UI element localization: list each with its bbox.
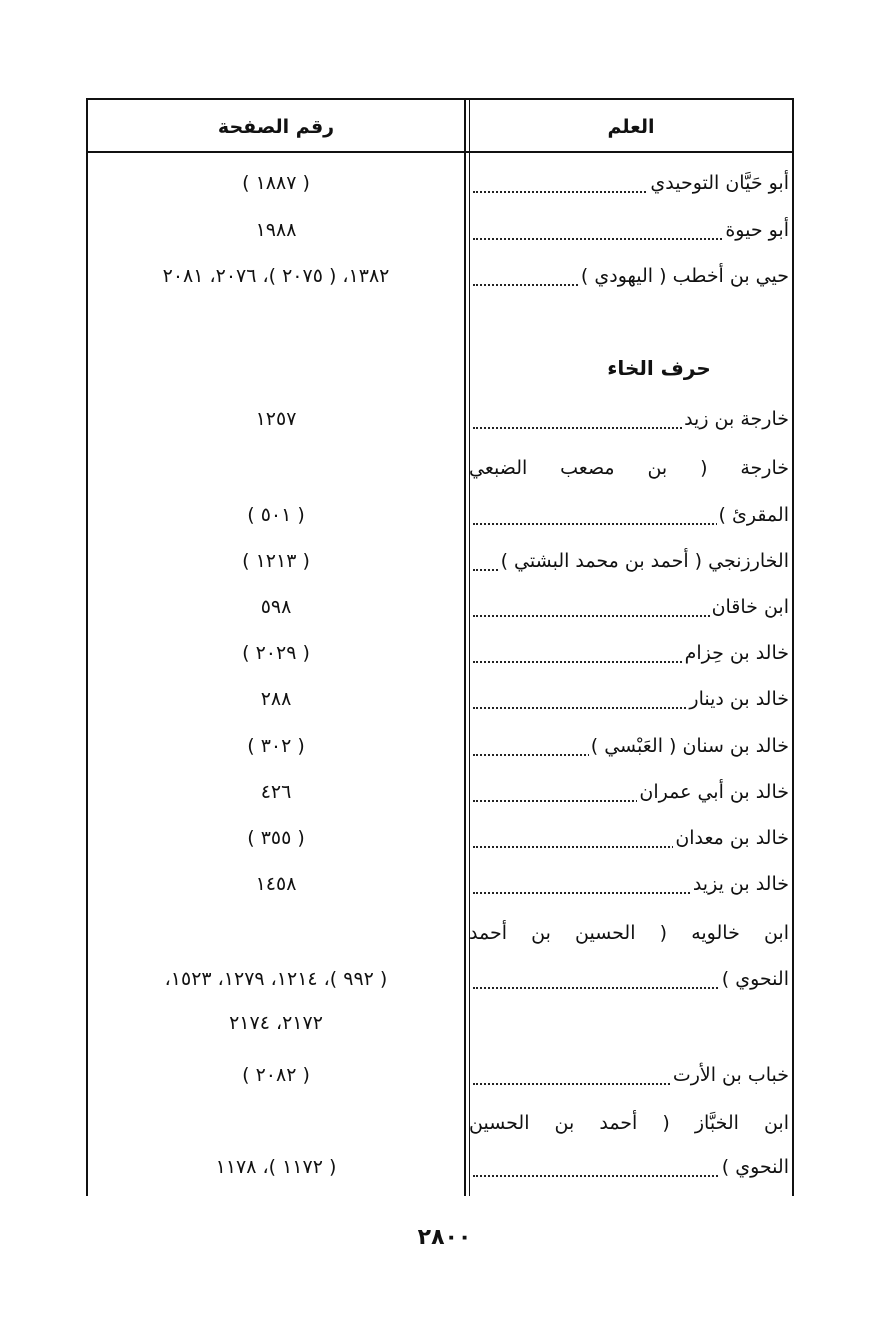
entry-name: ابن خالويه ( الحسين بن أحمد	[469, 922, 789, 944]
entry-name: خباب بن الأرت	[469, 1055, 789, 1095]
entry-name: حيي بن أخطب ( اليهودي )	[469, 256, 789, 296]
entry-pages: ٤٢٦	[260, 781, 292, 803]
entry-pages: ٢١٧٢، ٢١٧٤	[229, 1012, 323, 1034]
entry-name: خالد بن أبي عمران	[469, 772, 789, 812]
entry-name: الخارزنجي ( أحمد بن محمد البشتي )	[469, 541, 789, 581]
entry-name: خالد بن حِزام	[469, 633, 789, 673]
entry-pages: ( ٥٠١ )	[247, 504, 305, 526]
entry-pages: ٥٩٨	[260, 596, 292, 618]
table-row	[0, 448, 889, 488]
table-row	[0, 1147, 889, 1187]
section-heading-row	[0, 348, 889, 388]
header-rule	[86, 151, 794, 153]
entry-pages: ١٤٥٨	[255, 873, 297, 895]
table-row	[0, 163, 889, 203]
entry-name: النحوي )	[469, 959, 789, 999]
table-row	[0, 1003, 889, 1043]
entry-name: خالد بن يزيد	[469, 864, 789, 904]
table-row	[0, 1103, 889, 1143]
table-row	[0, 864, 889, 904]
entry-name: المقرئ )	[469, 495, 789, 535]
entry-pages: ١٢٥٧	[255, 408, 297, 430]
section-heading: حرف الخاء	[607, 356, 711, 380]
table-row	[0, 818, 889, 858]
table-row	[0, 679, 889, 719]
entry-name: خالد بن دينار	[469, 679, 789, 719]
entry-name: ابن خاقان	[469, 587, 789, 627]
table-row	[0, 587, 889, 627]
entry-pages: ( ٢٠٨٢ )	[242, 1064, 310, 1086]
table-row	[0, 772, 889, 812]
entry-pages: ( ٢٠٢٩ )	[242, 642, 310, 664]
entry-pages: ( ٣٥٥ )	[247, 827, 305, 849]
entry-name: أبو حَيَّان التوحيدي	[469, 163, 789, 203]
page-number: ٢٨٠٠	[417, 1225, 472, 1250]
entry-name: خارجة بن زيد	[469, 399, 789, 439]
entry-name: النحوي )	[469, 1147, 789, 1187]
entry-pages: ( ٩٩٢ )، ١٢١٤، ١٢٧٩، ١٥٢٣،	[164, 968, 388, 990]
table-row	[0, 256, 889, 296]
entry-pages: ١٩٨٨	[255, 219, 297, 241]
entry-name: خالد بن سنان ( العَبْسي )	[469, 726, 789, 766]
table-row	[0, 1055, 889, 1095]
table-row	[0, 495, 889, 535]
table-row	[0, 633, 889, 673]
entry-name: خالد بن معدان	[469, 818, 789, 858]
table-row	[0, 913, 889, 953]
entry-name: خارجة ( بن مصعب الضبعي	[469, 457, 789, 479]
entry-name: ابن الخبَّاز ( أحمد بن الحسين	[469, 1112, 789, 1134]
entry-pages: ١٣٨٢، ( ٢٠٧٥ )، ٢٠٧٦، ٢٠٨١	[162, 265, 390, 287]
entry-name: أبو حيوة	[469, 210, 789, 250]
table-row	[0, 541, 889, 581]
table-row	[0, 726, 889, 766]
entry-pages: ( ١٢١٣ )	[242, 550, 310, 572]
entry-pages: ٢٨٨	[260, 688, 292, 710]
table-row	[0, 210, 889, 250]
page-column-header: رقم الصفحة	[217, 116, 335, 138]
name-column-header: العلم	[607, 116, 655, 138]
entry-pages: ( ٣٠٢ )	[247, 735, 305, 757]
table-row	[0, 399, 889, 439]
entry-pages: ( ١٨٨٧ )	[242, 172, 310, 194]
entry-pages: ( ١١٧٢ )، ١١٧٨	[215, 1156, 337, 1178]
table-row	[0, 959, 889, 999]
